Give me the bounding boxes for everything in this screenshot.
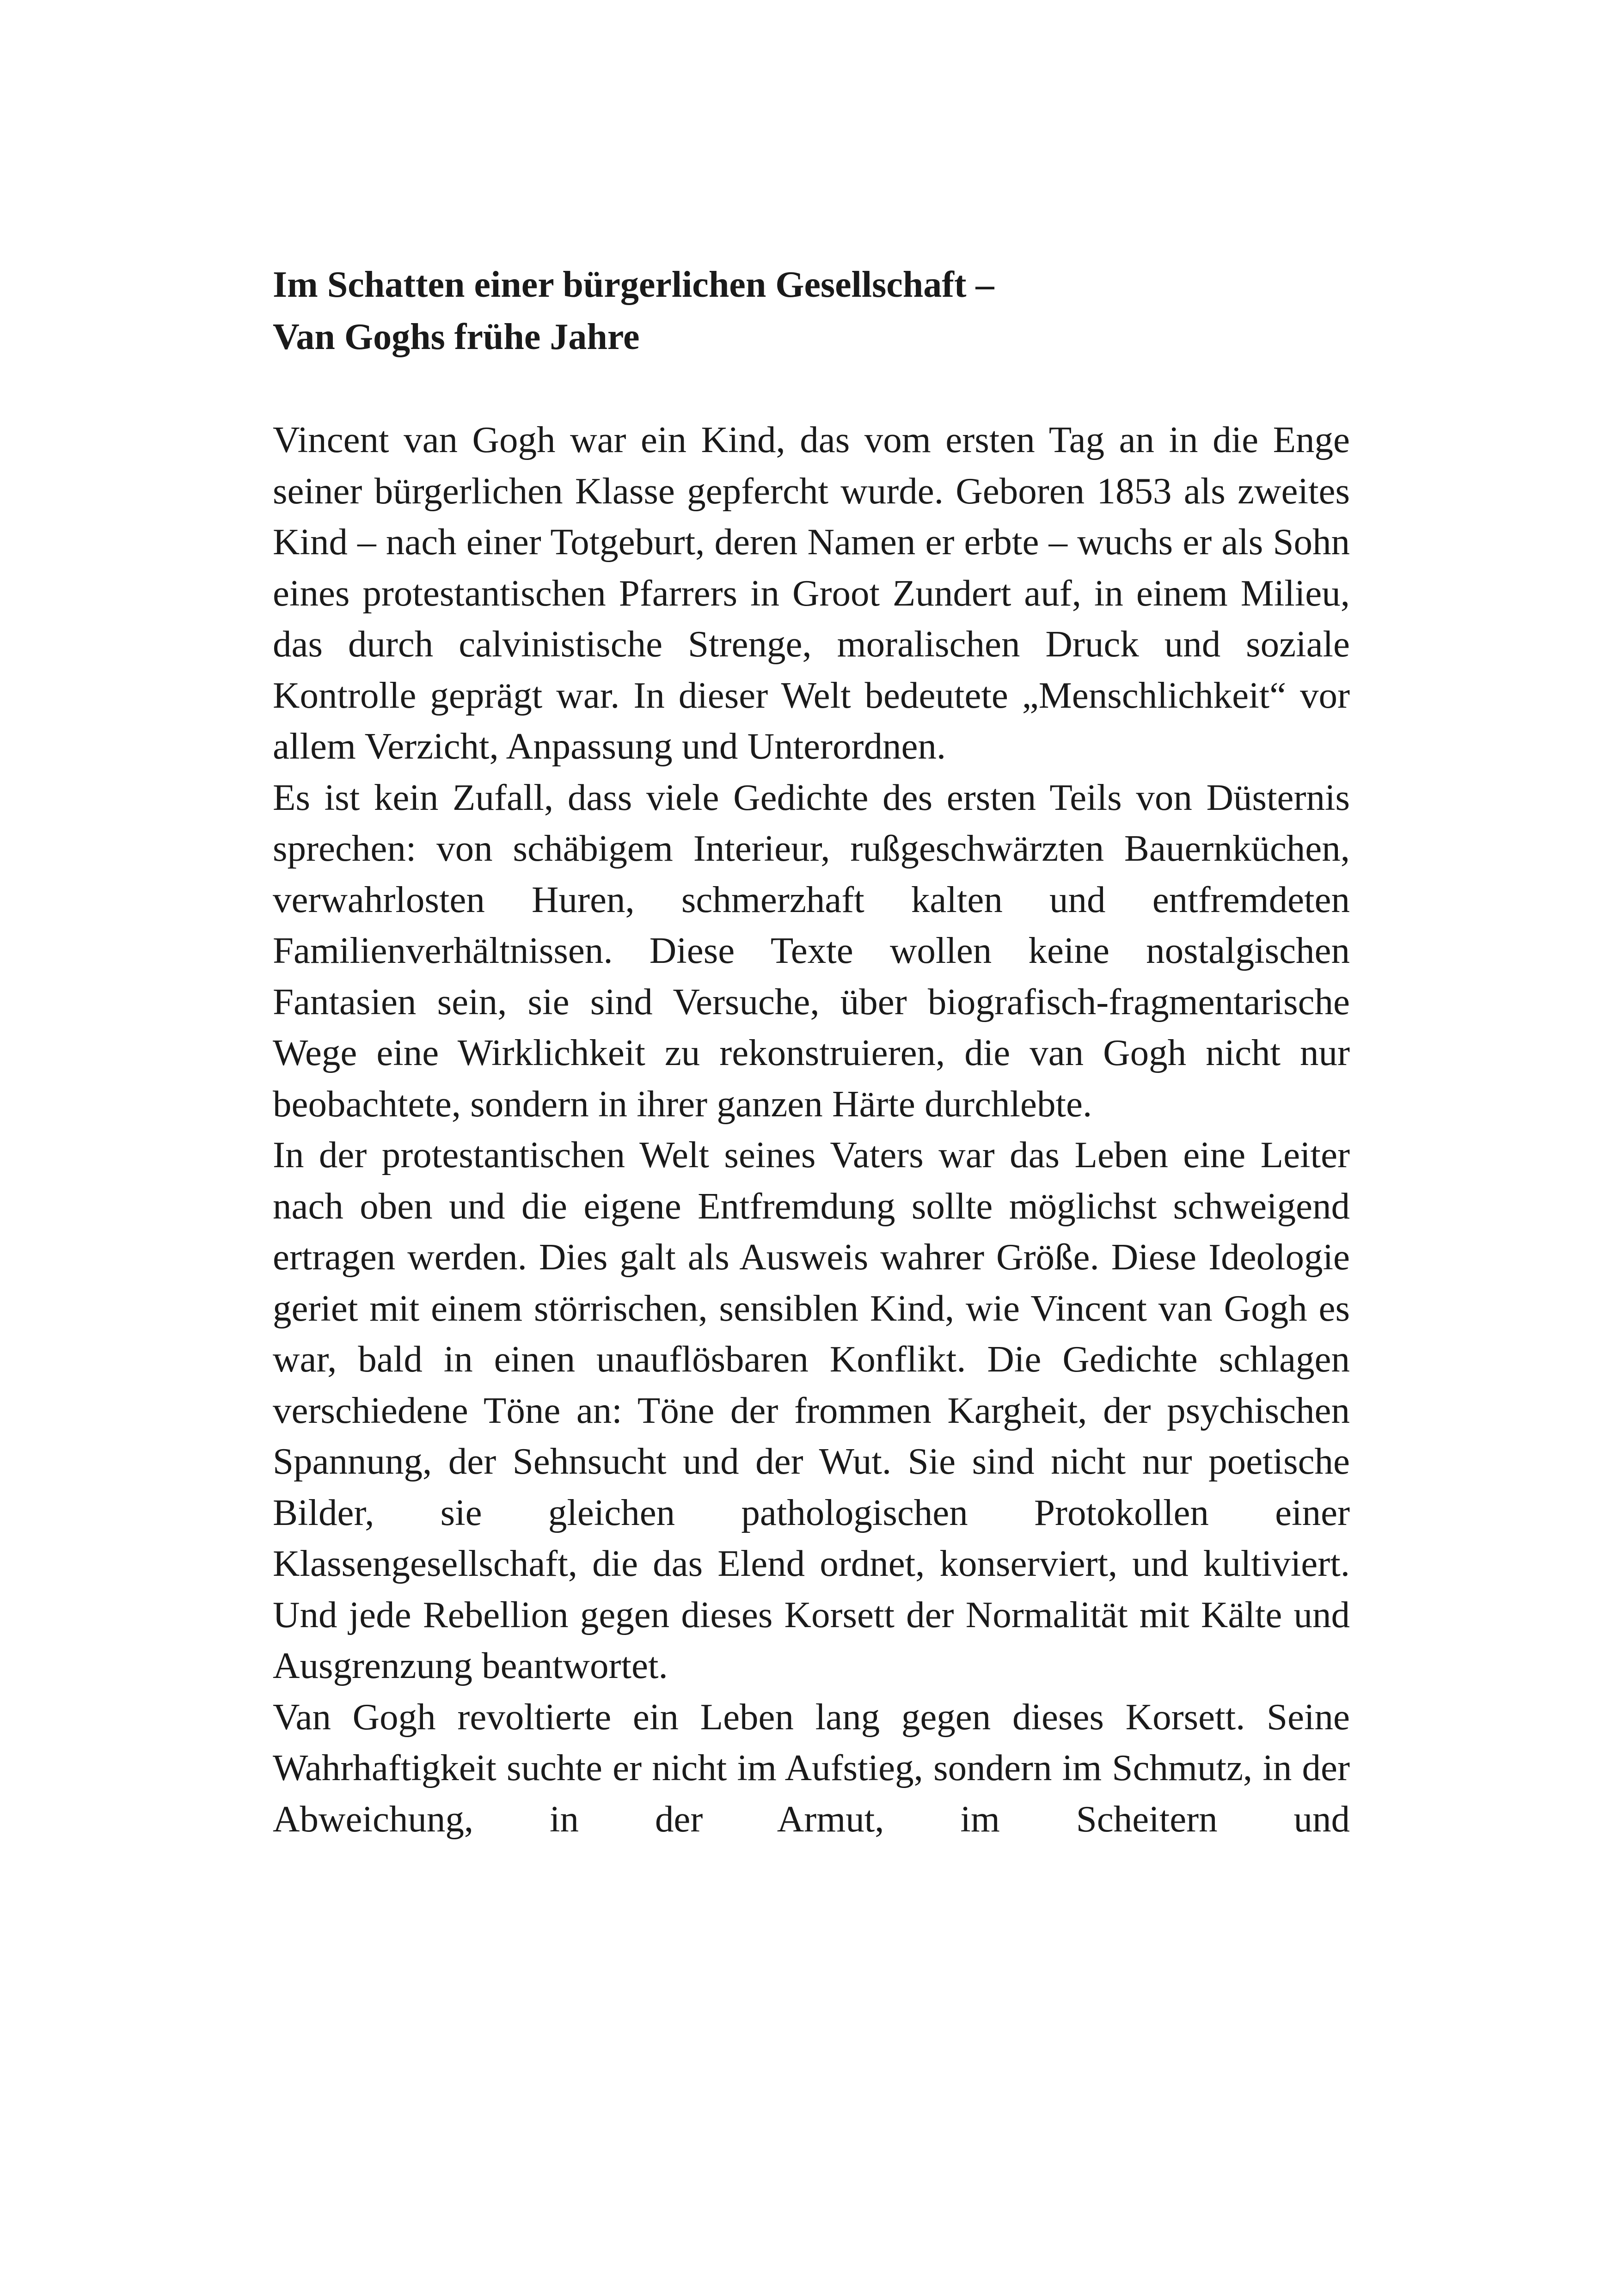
chapter-title-line-2: Van Goghs frühe Jahre	[273, 317, 640, 357]
body-text	[273, 414, 1350, 1844]
chapter-title	[273, 259, 1350, 363]
paragraph-4: Van Gogh revoltierte ein Leben lang gegen dieses Korsett. Seine Wahrhaftigkeit suchte er nicht im Aufstieg, sondern im Schmutz, in der Abweichung, in der Armut, im Scheitern und	[273, 1696, 1350, 1840]
paragraph-2: Es ist kein Zufall, dass viele Gedichte des ersten Teils von Düsternis sprechen: von schäbigem Interieur, rußgeschwärzten Bauernküchen, verwahrlosten Huren, schmerzhaft kalten und entfremdeten Familienverhältnissen. Diese Texte wollen keine nostalgischen Fantasien sein, sie sind Versuche, über biografisch-fragmentarische Wege eine Wirklichkeit zu rekonstruieren, die van Gogh nicht nur beobachtete, sondern in ihrer ganzen Härte durchlebte.	[273, 776, 1350, 1125]
chapter-title-line-1: Im Schatten einer bürgerlichen Gesellschaft –	[273, 264, 994, 305]
paragraph-3: In der protestantischen Welt seines Vaters war das Leben eine Leiter nach oben und die eigene Entfremdung sollte möglichst schweigend ertragen werden. Dies galt als Ausweis wahrer Größe. Diese Ideologie geriet mit einem störrischen, sensiblen Kind, wie Vincent van Gogh es war, bald in einen unauflösbaren Konflikt. Die Gedichte schlagen verschiedene Töne an: Töne der frommen Kargheit, der psychischen Spannung, der Sehnsucht und der Wut. Sie sind nicht nur poetische Bilder, sie gleichen pathologischen Protokollen einer Klassengesellschaft, die das Elend ordnet, konserviert, und kultiviert. Und jede Rebellion gegen dieses Korsett der Normalität mit Kälte und Ausgrenzung beantwortet.	[273, 1134, 1350, 1686]
paragraph-1: Vincent van Gogh war ein Kind, das vom ersten Tag an in die Enge seiner bürgerlichen Klasse gepfercht wurde. Geboren 1853 als zweites Kind – nach einer Totgeburt, deren Namen er erbte – wuchs er als Sohn eines protestantischen Pfarrers in Groot Zundert auf, in einem Milieu, das durch calvinistische Strenge, moralischen Druck und soziale Kontrolle geprägt war. In dieser Welt bedeutete „Menschlichkeit“ vor allem Verzicht, Anpassung und Unterordnen.	[273, 419, 1350, 767]
text-block	[273, 259, 1350, 1844]
